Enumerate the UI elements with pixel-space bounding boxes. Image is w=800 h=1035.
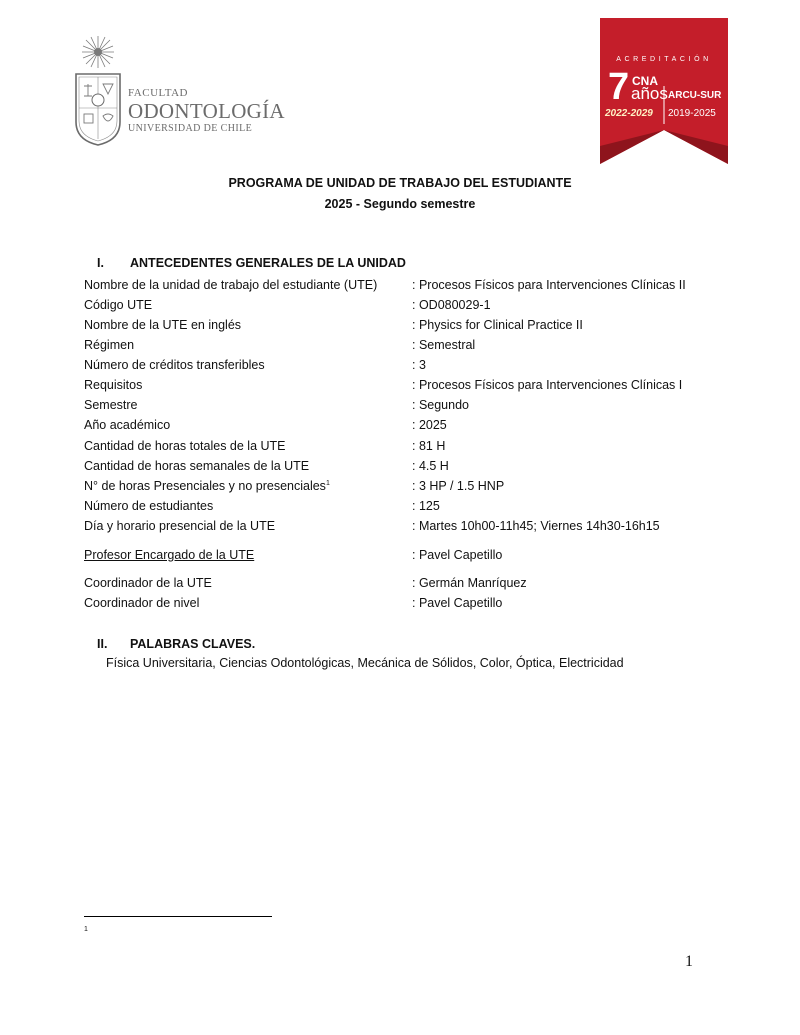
field-row (84, 335, 724, 355)
field-row (84, 456, 724, 476)
field-value: : 4.5 H (412, 459, 449, 473)
field-value: : Germán Manríquez (412, 576, 527, 590)
field-label: Día y horario presencial de la UTE (84, 519, 276, 533)
field-value: : 125 (412, 499, 440, 513)
accreditation-cna-period: 2022-2029 (605, 108, 653, 119)
accreditation-badge (600, 18, 728, 164)
field-value: : Procesos Físicos para Intervenciones Clínicas I (412, 378, 683, 392)
field-label: Requisitos (84, 378, 143, 392)
field-value: : OD080029-1 (412, 298, 491, 312)
section-2-title: PALABRAS CLAVES. (130, 637, 256, 651)
field-value: : Physics for Clinical Practice II (412, 318, 583, 332)
logo-university-name: UNIVERSIDAD DE CHILE (128, 123, 253, 134)
section-1-number: I. (97, 256, 104, 270)
field-label: Régimen (84, 338, 135, 352)
field-label: Profesor Encargado de la UTE (84, 548, 255, 562)
field-label: Nombre de la unidad de trabajo del estudiante (UTE) (84, 278, 378, 292)
document-subtitle: 2025 - Segundo semestre (324, 197, 476, 211)
university-crest-icon (72, 34, 124, 146)
field-value: : 81 H (412, 439, 446, 453)
field-label: Coordinador de la UTE (84, 576, 212, 590)
field-row (84, 315, 724, 335)
field-row (84, 573, 724, 593)
section-1-title: ANTECEDENTES GENERALES DE LA UNIDAD (130, 256, 406, 270)
field-label: Nombre de la UTE en inglés (84, 318, 242, 332)
footnote-marker: 1 (84, 926, 88, 933)
footnote-separator (84, 916, 272, 917)
field-label (84, 476, 330, 496)
field-value: : Martes 10h00-11h45; Viernes 14h30-16h15 (412, 519, 660, 533)
section-2-number: II. (97, 637, 108, 651)
document-title: PROGRAMA DE UNIDAD DE TRABAJO DEL ESTUDIANTE (228, 176, 572, 190)
logo-faculty-name: ODONTOLOGÍA (128, 99, 285, 123)
field-value: : 2025 (412, 418, 447, 432)
field-label: Código UTE (84, 298, 153, 312)
field-value: : Segundo (412, 398, 469, 412)
field-label: Número de créditos transferibles (84, 358, 265, 372)
field-value: : Semestral (412, 338, 476, 352)
keywords-text: Física Universitaria, Ciencias Odontológicas, Mecánica de Sólidos, Color, Óptica, Electricidad (106, 656, 624, 670)
field-label-text: N° de horas Presenciales y no presenciales (84, 479, 326, 493)
field-row (84, 355, 724, 375)
field-row (84, 476, 724, 496)
field-row (84, 545, 724, 565)
accreditation-cna-label: CNA (632, 74, 658, 88)
field-label: Semestre (84, 398, 138, 412)
field-row (84, 496, 724, 516)
field-row (84, 516, 724, 536)
page-number: 1 (685, 953, 693, 970)
field-value: : Pavel Capetillo (412, 596, 503, 610)
field-label: Año académico (84, 418, 171, 432)
field-value: : 3 HP / 1.5 HNP (412, 479, 505, 493)
field-row (84, 275, 724, 295)
field-label: Coordinador de nivel (84, 596, 200, 610)
field-row (84, 415, 724, 435)
field-row (84, 395, 724, 415)
accreditation-arcu-period: 2019-2025 (668, 108, 716, 119)
field-label: Número de estudiantes (84, 499, 214, 513)
section-1-heading (97, 256, 406, 270)
section-2-heading (97, 637, 255, 651)
accreditation-arcu-label: ARCU-SUR (668, 90, 722, 101)
field-label: Cantidad de horas semanales de la UTE (84, 459, 310, 473)
faculty-logo (72, 34, 285, 146)
accreditation-years-number: 7 (608, 66, 630, 108)
accreditation-years-word: años (631, 84, 668, 103)
field-label: Cantidad de horas totales de la UTE (84, 439, 286, 453)
faculty-logo-text (128, 86, 285, 136)
logo-faculty-label: FACULTAD (128, 87, 188, 99)
field-value: : Procesos Físicos para Intervenciones Clínicas II (412, 278, 686, 292)
field-row (84, 375, 724, 395)
field-row (84, 593, 724, 613)
field-row (84, 295, 724, 315)
accreditation-label: ACREDITACIÓN (616, 56, 712, 63)
field-row (84, 436, 724, 456)
field-value: : 3 (412, 358, 426, 372)
field-value: : Pavel Capetillo (412, 548, 503, 562)
footnote-reference[interactable]: 1 (325, 480, 330, 487)
